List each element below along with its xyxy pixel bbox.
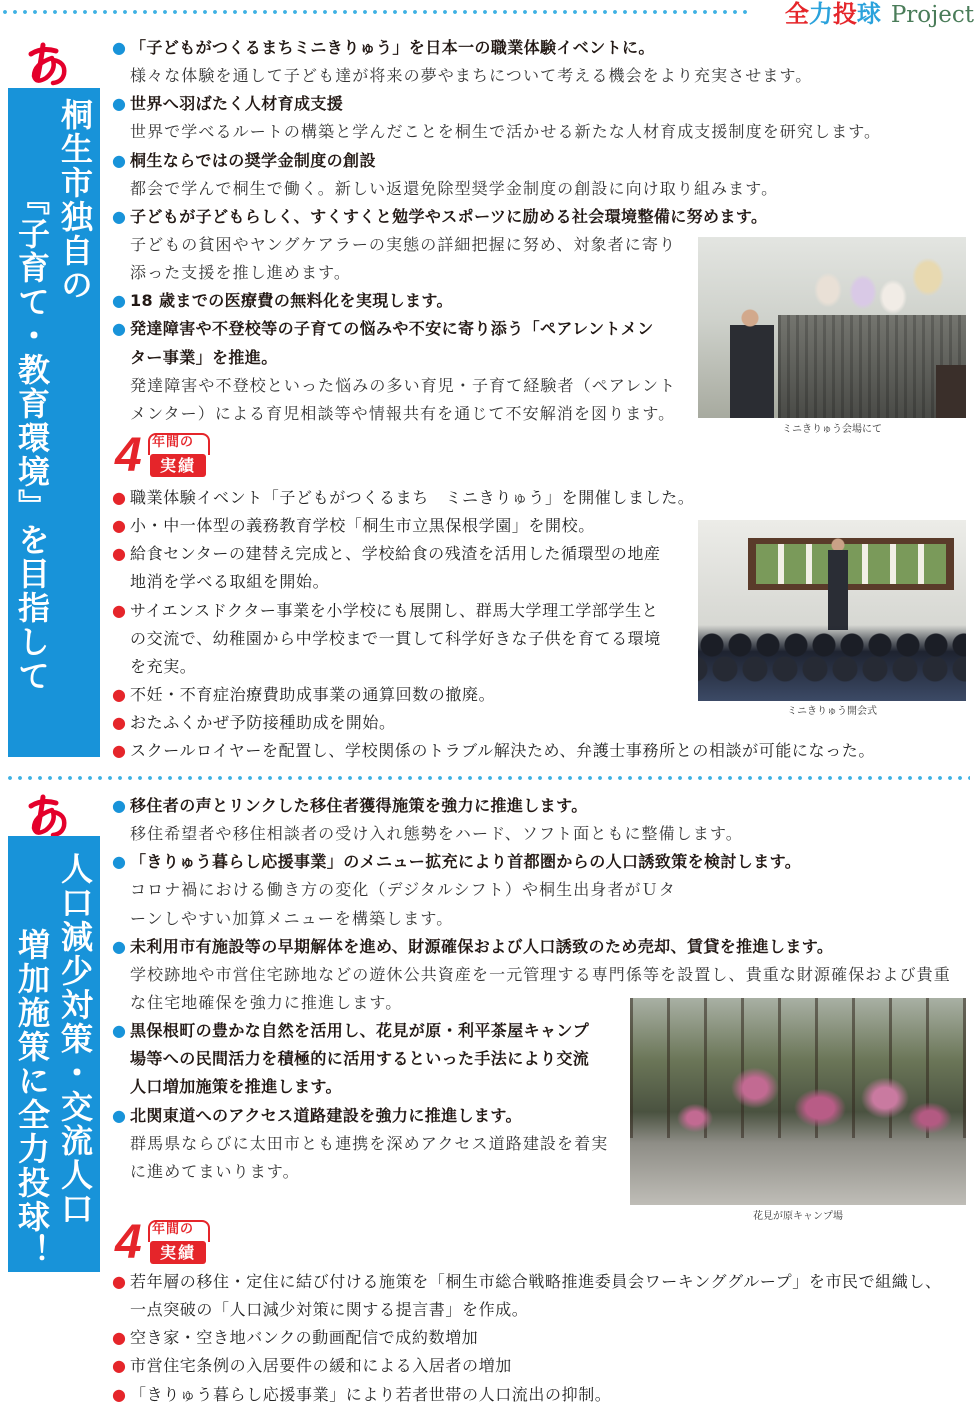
four-year-results-badge [115,1216,210,1269]
result-line: 一点突破の「人口減少対策に関する提言書」を作成。 [130,1300,529,1320]
policy-description: ーンしやすい加算メニューを構築します。 [130,908,454,928]
policy-item [112,94,974,142]
bullet: ● [112,936,126,956]
policy-item [112,151,974,199]
policy-heading [112,94,974,114]
result-text: 職業体験イベント「子どもがつくるまち ミニきりゅう」を開催しました。 [130,488,695,507]
bullet: ● [112,94,126,114]
photo-mini-kiryu-opening-ceremony [698,520,966,701]
policy-heading [112,796,974,816]
result-item [112,1356,974,1376]
bullet: ● [112,488,126,507]
bullet: ● [112,741,126,761]
badge-label-box: 実績 [150,1241,206,1264]
bullet: ● [112,684,126,704]
policy-description: 子どもの貧困やヤングケアラーの実態の詳細把握に努め、対象者に寄り [130,234,677,254]
policy-description: 移住希望者や移住相談者の受け入れ態勢をハード、ソフト面ともに整備します。 [130,824,743,844]
top-dotted-rule [0,9,752,15]
header-project-label: Project [890,2,974,28]
bullet: ● [112,1328,126,1348]
page-header [785,0,974,28]
policy-heading [112,852,974,872]
bullet: ● [112,713,126,733]
result-text: サイエンスドクター事業を小学校にも展開し、群馬大学理工学部学生と [130,600,659,620]
four-year-results-badge [115,429,210,482]
result-line: を充実。 [130,656,197,676]
bullet: ● [112,1105,126,1125]
section-title-line: 『子育て・教育環境』を目指して [13,183,51,693]
policy-heading-text: 発達障害や不登校等の子育ての悩みや不安に寄り添う「ペアレントメン [130,319,654,339]
bullet: ● [112,1356,126,1376]
result-text: 給食センターの建替え完成と、学校給食の残渣を活用した循環型の地産 [130,544,661,564]
policy-heading-text: 子どもが子どもらしく、すくすくと勉学やスポーツに励める社会環境整備に努めます。 [130,206,768,226]
policy-item [112,796,974,844]
bullet: ● [112,1384,126,1404]
result-line [112,741,974,761]
policy-heading-text: 桐生ならではの奨学金制度の創設 [130,150,376,170]
section-title-line: 桐生市独自の [56,98,94,302]
policy-description: メンター）による育児相談等や情報共有を通じて不安解消を図ります。 [130,403,676,423]
header-title-char: 力 [808,0,833,28]
logo-mark-icon [22,790,72,840]
policy-heading [112,38,974,58]
bullet: ● [112,852,126,872]
policy-description: コロナ禍における働き方の変化（デジタルシフト）や桐生出身者がＵタ [130,880,676,900]
header-title-char: 投 [832,0,857,28]
result-text: 若年層の移住・定住に結び付ける施策を「桐生市総合戦略推進委員会ワーキンググループ」を市民で組織し、 [130,1272,942,1291]
result-line: 地消を学べる取組を開始。 [130,572,330,592]
results-list [112,1272,974,1405]
result-text: 空き家・空き地バンクの動画配信で成約数増加 [130,1328,479,1348]
bullet: ● [112,796,126,815]
section-divider [5,775,970,781]
policy-heading-text: 18 歳までの医療費の無料化を実現します。 [130,291,453,311]
result-item [112,1328,974,1348]
policy-heading-text: 移住者の声とリンクした移住者獲得施策を強力に推進します。 [130,796,588,815]
bullet: ● [112,544,126,564]
photo-caption: ミニきりゅう開会式 [787,706,877,717]
policy-description: 群馬県ならびに太田市とも連携を深めアクセス道路建設を着実 [130,1133,609,1153]
policy-description: 添った支援を推し進めます。 [130,263,352,283]
badge-number: 4 [115,1216,142,1269]
photo-caption: ミニきりゅう会場にて [782,424,882,435]
policy-heading-text: 「子どもがつくるまちミニきりゅう」を日本一の職業体験イベントに。 [130,38,655,57]
photo-caption: 花見が原キャンプ場 [753,1211,843,1222]
policy-heading-text: 黒保根町の豊かな自然を活用し、花見が原・利平茶屋キャンプ [130,1021,590,1041]
bullet: ● [112,1272,126,1291]
result-line: の交流で、幼稚園から中学校まで一貫して科学好きな子供を育てる環境 [130,628,661,648]
policy-heading-text: 北関東道へのアクセス道路建設を強力に推進します。 [130,1105,522,1125]
badge-label-top: 年間の [152,1222,195,1237]
policy-description: 様々な体験を通して子ども達が将来の夢やまちについて考える機会をより充実させます。 [130,66,813,86]
section-title-line: 増加施策に全力投球！ [13,928,51,1268]
result-text: 不妊・不育症治療費助成事業の通算回数の撤廃。 [130,684,496,704]
result-line [112,1356,974,1376]
policy-heading: 場等への民間活力を積極的に活用するといった手法により交流 [130,1049,590,1069]
result-item [112,488,974,508]
header-title-char: 全 [784,0,809,28]
section-title-line: 人口減少対策・交流人口 [56,852,94,1226]
policy-heading [112,937,974,957]
policy-description: に進めてまいります。 [130,1161,300,1181]
result-line [112,488,974,508]
policy-heading-text: 未利用市有施設等の早期解体を進め、財源確保および人口誘致のため売却、賃貸を推進します。 [130,936,834,956]
policy-item [112,852,974,928]
policy-description: 都会で学んで桐生で働く。新しい返還免除型奨学金制度の創設に向け取り組みます。 [130,178,779,198]
policy-heading [112,207,974,227]
bullet: ● [112,38,126,57]
result-text: 小・中一体型の義務教育学校「桐生市立黒保根学園」を開校。 [130,516,595,536]
result-text: 「きりゅう暮らし応援事業」により若者世帯の人口流出の抑制。 [130,1384,612,1404]
policy-description: 世界で学べるルートの構築と学んだことを桐生で活かせる新たな人材育成支援制度を研究します。 [130,122,882,142]
result-text: 市営住宅条例の入居要件の緩和による入居者の増加 [130,1356,512,1376]
result-line [112,1328,974,1348]
result-item [112,741,974,761]
logo-mark-icon [22,38,72,88]
policy-heading-text: 「きりゅう暮らし応援事業」のメニュー拡充により首都圏からの人口誘致策を検討します。 [130,852,802,872]
policy-description: 発達障害や不登校といった悩みの多い育児・子育て経験者（ペアレント [130,375,677,395]
policy-description: な住宅地確保を強力に推進します。 [130,992,403,1012]
policy-heading-text: 世界へ羽ばたく人材育成支援 [130,94,344,114]
policy-heading [112,151,974,171]
bullet: ● [112,1021,126,1041]
result-item [112,1272,974,1320]
policy-item [112,38,974,86]
bullet: ● [112,150,126,170]
photo-hanamigahara-campsite [630,998,966,1205]
badge-number: 4 [115,429,142,482]
photo-mini-kiryu-venue [698,237,966,418]
badge-label-top: 年間の [152,435,195,450]
result-line [112,1385,974,1405]
bullet: ● [112,516,126,536]
bullet: ● [112,206,126,226]
policy-heading: 人口増加施策を推進します。 [130,1077,342,1097]
result-text: スクールロイヤーを配置し、学校関係のトラブル解決ため、弁護士事務所との相談が可能になった。 [130,741,875,761]
bullet: ● [112,319,126,339]
bullet: ● [112,600,126,620]
result-text: おたふくかぜ予防接種助成を開始。 [130,713,396,733]
policy-description: 学校跡地や市営住宅跡地などの遊休公共資産を一元管理する専門係等を設置し、貴重な財源確保および貴重 [130,964,951,984]
policy-heading: ター事業」を推進。 [130,347,278,367]
result-line [112,1272,974,1292]
header-title-char: 球 [856,0,881,28]
badge-label-box: 実績 [150,454,206,477]
result-item [112,1385,974,1405]
bullet: ● [112,291,126,311]
